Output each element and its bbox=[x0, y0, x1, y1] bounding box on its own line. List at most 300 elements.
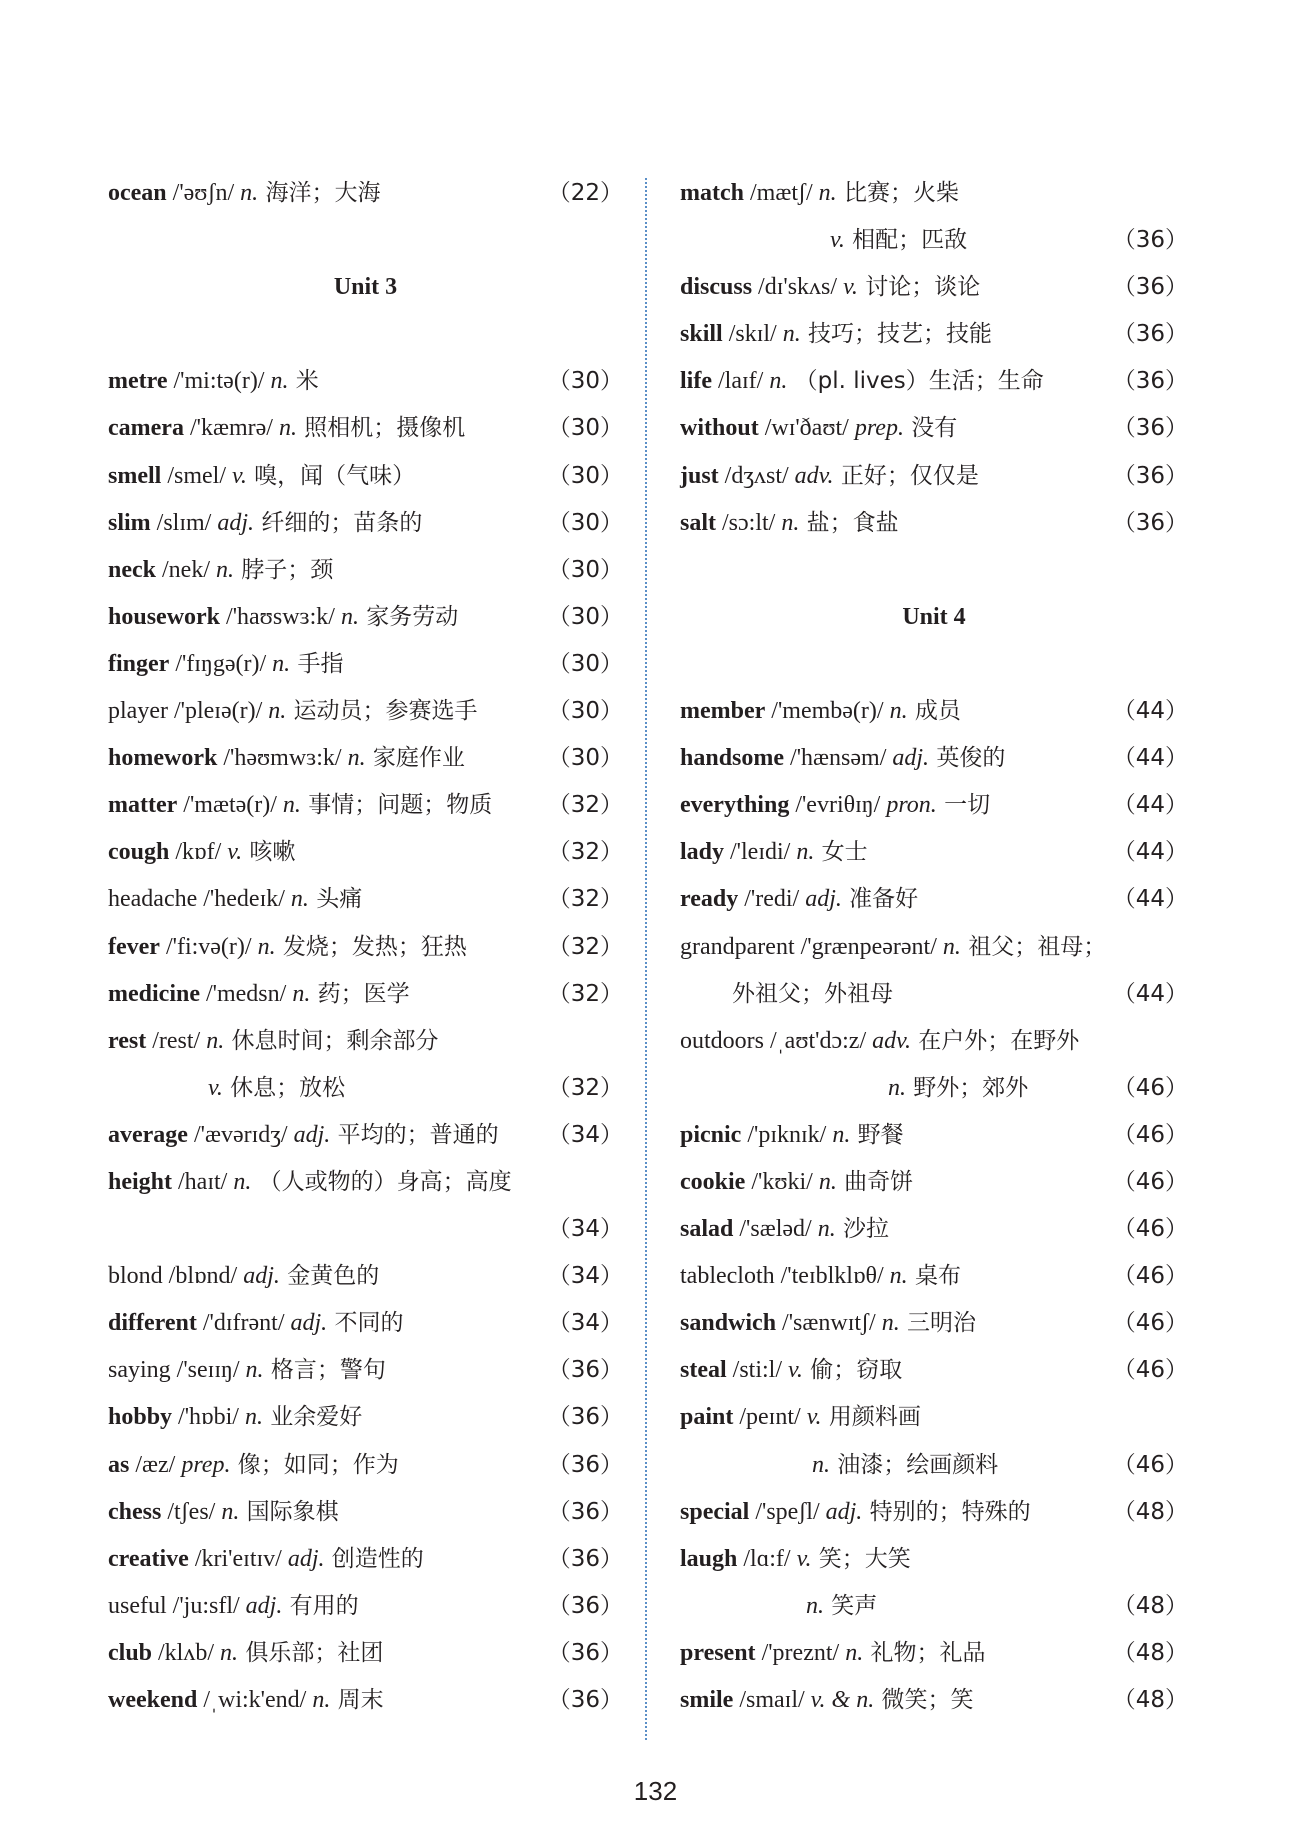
entry-phonetic: /'medsn/ bbox=[199, 980, 293, 1007]
entry-part-of-speech: adj. bbox=[825, 1498, 863, 1525]
sense-text bbox=[680, 1075, 1028, 1101]
entry-word: camera bbox=[108, 415, 184, 442]
entry-word: saying bbox=[108, 1357, 171, 1384]
entry-part-of-speech: v. bbox=[796, 1545, 812, 1572]
entry-page-ref: （44） bbox=[1112, 698, 1188, 725]
left-column bbox=[108, 170, 623, 1724]
vocab-sense-continuation bbox=[680, 1583, 1188, 1630]
vocab-entry bbox=[108, 500, 623, 547]
entry-meaning: 照相机；摄像机 bbox=[296, 415, 466, 442]
entry-part-of-speech: n. bbox=[888, 1074, 906, 1101]
entry-part-of-speech: n. bbox=[221, 1498, 240, 1525]
vocab-entry bbox=[680, 1300, 1188, 1347]
entry-part-of-speech: n. bbox=[818, 1168, 837, 1195]
entry-word: fever bbox=[108, 933, 160, 960]
entry-meaning: 运动员；参赛选手 bbox=[286, 698, 478, 725]
entry-word: average bbox=[108, 1121, 188, 1148]
vocab-entry bbox=[108, 1536, 623, 1583]
entry-part-of-speech: n. bbox=[292, 980, 311, 1007]
entry-phonetic: /'fi:və(r)/ bbox=[159, 933, 258, 960]
entry-meaning: 咳嗽 bbox=[242, 839, 296, 866]
entry-phonetic: /'preznt/ bbox=[755, 1639, 846, 1666]
vocab-sense-continuation bbox=[680, 217, 1188, 264]
entry-page-ref: （34） bbox=[547, 1121, 623, 1148]
entry-part-of-speech: n. bbox=[796, 839, 815, 866]
entry-part-of-speech: n. bbox=[817, 1216, 836, 1243]
entry-part-of-speech: adv. bbox=[872, 1027, 911, 1054]
entry-part-of-speech: adj. bbox=[290, 1310, 328, 1337]
entry-phonetic: /blɒnd/ bbox=[162, 1263, 244, 1290]
entry-meaning: 国际象棋 bbox=[239, 1498, 339, 1525]
entry-part-of-speech: adv. bbox=[794, 462, 834, 489]
entry-meaning: 米 bbox=[288, 368, 319, 395]
vocab-entry bbox=[108, 1018, 623, 1065]
entry-phonetic: /'ævərɪdʒ/ bbox=[187, 1121, 294, 1148]
entry-meaning: 休息；放松 bbox=[222, 1074, 346, 1101]
entry-page-ref: （30） bbox=[547, 462, 623, 489]
entry-part-of-speech: n. bbox=[881, 1310, 900, 1337]
entry-meaning: 三明治 bbox=[899, 1310, 977, 1337]
vocab-sense-continuation bbox=[680, 971, 1188, 1018]
entry-phonetic: /'grænpeərənt/ bbox=[794, 933, 943, 960]
vocab-sense-continuation bbox=[680, 1065, 1188, 1112]
entry-phonetic: /'həʊmwɜ:k/ bbox=[217, 745, 348, 772]
entry-part-of-speech: n. bbox=[290, 886, 309, 913]
vocab-entry bbox=[680, 1630, 1188, 1677]
entry-meaning: 平均的；普通的 bbox=[330, 1121, 499, 1148]
entry-part-of-speech: n. bbox=[278, 415, 297, 442]
entry-part-of-speech: v. bbox=[232, 462, 247, 489]
entry-meaning: 纤细的；苗条的 bbox=[254, 509, 423, 536]
vocab-entry bbox=[680, 782, 1188, 829]
entry-phonetic: /sɔ:lt/ bbox=[716, 509, 782, 536]
vocab-entry bbox=[108, 358, 623, 405]
entry-phonetic: /dʒʌst/ bbox=[718, 462, 795, 489]
entry-word: neck bbox=[108, 556, 156, 583]
entry-meaning: 比赛；火柴 bbox=[836, 180, 959, 206]
vocab-entry bbox=[680, 1536, 1188, 1583]
entry-page-ref: （32） bbox=[547, 839, 623, 866]
entry-phonetic: /'sæləd/ bbox=[733, 1216, 818, 1243]
entry-phonetic: /'leɪdi/ bbox=[724, 839, 797, 866]
entry-page-ref: （36） bbox=[547, 1451, 623, 1478]
entry-meaning: 药；医学 bbox=[310, 980, 410, 1007]
entry-meaning: 野餐 bbox=[850, 1121, 904, 1148]
entry-meaning: 用颜料画 bbox=[821, 1404, 921, 1431]
entry-part-of-speech: n. bbox=[812, 1451, 830, 1478]
entry-meaning: 在户外；在野外 bbox=[911, 1027, 1080, 1054]
entry-page-ref: （48） bbox=[1112, 1639, 1188, 1666]
entry-word: weekend bbox=[108, 1687, 198, 1713]
entry-part-of-speech: n. bbox=[845, 1639, 864, 1666]
entry-part-of-speech: n. bbox=[206, 1027, 225, 1054]
entry-meaning: （人或物的）身高；高度 bbox=[251, 1168, 512, 1195]
entry-meaning: 特别的；特殊的 bbox=[862, 1498, 1031, 1525]
entry-phonetic: /'dɪfrənt/ bbox=[196, 1310, 291, 1337]
entry-part-of-speech: adj. bbox=[892, 745, 930, 772]
entry-meaning: 正好；仅仅是 bbox=[833, 462, 979, 489]
entry-phonetic: /wɪ'ðaʊt/ bbox=[758, 415, 855, 442]
entry-phonetic: /'hedeɪk/ bbox=[197, 886, 291, 913]
entry-word: matter bbox=[108, 792, 178, 819]
entry-word: creative bbox=[108, 1545, 189, 1572]
spacer-row bbox=[108, 217, 623, 264]
entry-phonetic: /'ju:sfl/ bbox=[166, 1592, 246, 1619]
entry-phonetic: /'pleɪə(r)/ bbox=[167, 698, 269, 725]
entry-page-ref: （34） bbox=[547, 1263, 623, 1290]
entry-meaning: 技巧；技艺；技能 bbox=[800, 321, 993, 348]
entry-meaning: 油漆；绘画颜料 bbox=[830, 1451, 999, 1478]
entry-meaning: 曲奇饼 bbox=[836, 1168, 914, 1195]
entry-page-ref: （46） bbox=[1112, 1074, 1188, 1101]
entry-page-ref: （36） bbox=[547, 1639, 623, 1666]
entry-part-of-speech: adj. bbox=[293, 1121, 331, 1148]
vocab-entry bbox=[680, 735, 1188, 782]
entry-meaning: 周末 bbox=[330, 1687, 384, 1713]
entry-page-ref: （48） bbox=[1112, 1498, 1188, 1525]
vocab-entry bbox=[680, 829, 1188, 876]
entry-part-of-speech: v. bbox=[806, 1404, 822, 1431]
entry-phonetic: /'evriθɪŋ/ bbox=[789, 792, 887, 819]
entry-word: ocean bbox=[108, 180, 167, 206]
entry-meaning: 休息时间；剩余部分 bbox=[224, 1027, 439, 1054]
entry-part-of-speech: v. & n. bbox=[810, 1687, 875, 1713]
entry-word: different bbox=[108, 1310, 197, 1337]
entry-page-ref: （48） bbox=[1112, 1592, 1188, 1619]
entry-meaning: 讨论；谈论 bbox=[857, 274, 981, 301]
entry-phonetic: /lɑ:f/ bbox=[737, 1545, 797, 1572]
entry-word: outdoors bbox=[680, 1027, 764, 1054]
entry-meaning: 俱乐部；社团 bbox=[238, 1639, 384, 1666]
entry-phonetic: /kɒf/ bbox=[169, 839, 228, 866]
entry-meaning: 礼物；礼品 bbox=[863, 1639, 986, 1666]
entry-meaning: 脖子；颈 bbox=[234, 556, 334, 583]
vocab-entry bbox=[108, 1159, 623, 1206]
entry-phonetic: /'seɪɪŋ/ bbox=[170, 1357, 246, 1384]
vocab-sense-continuation bbox=[680, 1442, 1188, 1489]
entry-page-ref: （36） bbox=[547, 1592, 623, 1619]
entry-page-ref: （48） bbox=[1112, 1687, 1188, 1713]
entry-page-ref: （46） bbox=[1112, 1451, 1188, 1478]
entry-page-ref: （36） bbox=[547, 1687, 623, 1713]
vocab-entry bbox=[680, 924, 1188, 971]
entry-meaning: 桌布 bbox=[907, 1263, 961, 1290]
entry-meaning: 金黄色的 bbox=[279, 1263, 380, 1290]
entry-meaning: 家庭作业 bbox=[365, 745, 465, 772]
entry-phonetic: /'kʊki/ bbox=[745, 1168, 819, 1195]
vocab-entry bbox=[108, 1677, 623, 1724]
entry-meaning: 准备好 bbox=[841, 886, 919, 913]
vocab-entry bbox=[108, 1394, 623, 1441]
sense-text bbox=[680, 981, 893, 1007]
entry-part-of-speech: n. bbox=[818, 180, 837, 206]
entry-page-ref: （34） bbox=[547, 1216, 623, 1243]
entry-page-ref: （32） bbox=[547, 1074, 623, 1101]
entry-word: everything bbox=[680, 792, 790, 819]
entry-part-of-speech: n. bbox=[889, 698, 908, 725]
unit-heading: Unit 4 bbox=[902, 603, 966, 630]
vocab-entry bbox=[108, 876, 623, 923]
entry-word: metre bbox=[108, 368, 168, 395]
entry-phonetic: /sti:l/ bbox=[726, 1357, 789, 1384]
entry-meaning: 创造性的 bbox=[324, 1545, 424, 1572]
entry-page-ref: （36） bbox=[1112, 415, 1188, 442]
entry-page-ref: （46） bbox=[1112, 1263, 1188, 1290]
entry-word: headache bbox=[108, 886, 198, 913]
entry-page-ref: （36） bbox=[547, 1498, 623, 1525]
entry-word: lady bbox=[680, 839, 725, 866]
entry-part-of-speech: n. bbox=[216, 556, 234, 583]
entry-page-ref: （30） bbox=[547, 415, 623, 442]
vocab-entry bbox=[108, 782, 623, 829]
vocab-entry bbox=[680, 1018, 1188, 1065]
vocab-entry bbox=[108, 1442, 623, 1489]
entry-page-ref: （34） bbox=[547, 1310, 623, 1337]
entry-meaning: 笑声 bbox=[824, 1592, 878, 1619]
entry-meaning: 头痛 bbox=[308, 886, 363, 913]
entry-word: rest bbox=[108, 1027, 147, 1054]
entry-phonetic: /tʃes/ bbox=[161, 1498, 222, 1525]
entry-page-ref: （32） bbox=[547, 933, 623, 960]
entry-word: chess bbox=[108, 1498, 162, 1525]
entry-page-ref: （36） bbox=[547, 1404, 623, 1431]
vocab-entry bbox=[680, 1253, 1188, 1300]
vocab-entry bbox=[108, 170, 623, 217]
entry-phonetic: /smaɪl/ bbox=[733, 1687, 811, 1713]
entry-page-ref: （32） bbox=[547, 886, 623, 913]
entry-page-ref: （44） bbox=[1112, 839, 1188, 866]
entry-meaning: 英俊的 bbox=[929, 745, 1006, 772]
entry-word: sandwich bbox=[680, 1310, 777, 1337]
entry-page-ref: （44） bbox=[1112, 886, 1188, 913]
entry-phonetic: /'teɪblklɒθ/ bbox=[774, 1263, 890, 1290]
entry-word: as bbox=[108, 1451, 130, 1478]
entry-phonetic: /'hɒbi/ bbox=[172, 1404, 245, 1431]
entry-part-of-speech: v. bbox=[788, 1357, 803, 1384]
entry-meaning: 事情；问题；物质 bbox=[300, 792, 493, 819]
entry-word: just bbox=[680, 462, 719, 489]
entry-word: height bbox=[108, 1168, 173, 1195]
entry-part-of-speech: v. bbox=[227, 839, 243, 866]
unit-heading: Unit 3 bbox=[333, 274, 398, 301]
entry-phonetic: /slɪm/ bbox=[150, 509, 218, 536]
entry-phonetic: /'haʊswɜ:k/ bbox=[220, 603, 341, 630]
vocab-entry bbox=[108, 1630, 623, 1677]
entry-word: useful bbox=[108, 1592, 167, 1619]
entry-word: grandparent bbox=[680, 933, 795, 960]
entry-phonetic: /smel/ bbox=[161, 462, 232, 489]
spacer-row bbox=[108, 311, 623, 358]
entry-page-ref: （36） bbox=[1112, 462, 1188, 489]
entry-phonetic: /mætʃ/ bbox=[743, 180, 819, 206]
entry-meaning: 笑；大笑 bbox=[811, 1545, 911, 1572]
vocab-entry bbox=[108, 1347, 623, 1394]
vocab-entry bbox=[680, 1159, 1188, 1206]
vocab-entry bbox=[108, 1489, 623, 1536]
entry-meaning: 微笑；笑 bbox=[874, 1687, 974, 1713]
entry-word: medicine bbox=[108, 980, 200, 1007]
entry-meaning: 没有 bbox=[903, 415, 958, 442]
entry-part-of-speech: n. bbox=[268, 698, 287, 725]
entry-word: member bbox=[680, 698, 766, 725]
entry-part-of-speech: adj. bbox=[245, 1592, 283, 1619]
entry-page-ref: （36） bbox=[1112, 274, 1188, 301]
right-column bbox=[680, 170, 1188, 1724]
vocab-entry bbox=[680, 453, 1188, 500]
entry-part-of-speech: n. bbox=[272, 650, 291, 677]
sense-text bbox=[680, 1452, 998, 1478]
vocab-entry bbox=[108, 829, 623, 876]
entry-page-ref: （44） bbox=[1112, 792, 1188, 819]
column-divider bbox=[645, 178, 647, 1740]
entry-page-ref: （36） bbox=[1112, 368, 1188, 395]
entry-part-of-speech: v. bbox=[830, 227, 845, 254]
entry-phonetic: /ˌaʊt'dɔ:z/ bbox=[764, 1027, 873, 1054]
entry-phonetic: /peɪnt/ bbox=[733, 1404, 807, 1431]
entry-word: picnic bbox=[680, 1121, 742, 1148]
entry-part-of-speech: n. bbox=[282, 792, 301, 819]
entry-word: cough bbox=[108, 839, 170, 866]
entry-part-of-speech: n. bbox=[340, 603, 359, 630]
entry-part-of-speech: v. bbox=[208, 1074, 223, 1101]
vocab-entry bbox=[680, 1206, 1188, 1253]
entry-phonetic: /'kæmrə/ bbox=[183, 415, 279, 442]
entry-page-ref: （44） bbox=[1112, 745, 1188, 772]
entry-word: homework bbox=[108, 745, 218, 772]
entry-phonetic: /'hænsəm/ bbox=[784, 745, 893, 772]
entry-part-of-speech: n. bbox=[240, 180, 259, 206]
entry-part-of-speech: n. bbox=[769, 368, 788, 395]
vocab-entry bbox=[680, 1489, 1188, 1536]
vocab-entry bbox=[108, 971, 623, 1018]
entry-meaning: 一切 bbox=[936, 792, 991, 819]
entry-word: smell bbox=[108, 462, 162, 489]
entry-meaning: 格言；警句 bbox=[263, 1357, 386, 1384]
entry-meaning: 祖父；祖母； bbox=[960, 933, 1107, 960]
sense-text bbox=[680, 227, 967, 253]
entry-part-of-speech: n. bbox=[889, 1263, 908, 1290]
vocab-entry bbox=[108, 688, 623, 735]
entry-page-ref: （36） bbox=[1112, 321, 1188, 348]
entry-phonetic: /klʌb/ bbox=[152, 1639, 221, 1666]
sense-text bbox=[680, 1593, 877, 1619]
entry-meaning: 家务劳动 bbox=[358, 603, 459, 630]
entry-part-of-speech: n. bbox=[832, 1121, 851, 1148]
entry-word: salad bbox=[680, 1216, 734, 1243]
spacer-row bbox=[680, 641, 1188, 688]
entry-word: handsome bbox=[680, 745, 785, 772]
entry-phonetic: /dɪ'skʌs/ bbox=[752, 274, 844, 301]
entry-page-ref: （30） bbox=[547, 603, 623, 630]
entry-phonetic: /'redi/ bbox=[738, 886, 806, 913]
vocab-entry bbox=[680, 1347, 1188, 1394]
entry-phonetic: /'speʃl/ bbox=[749, 1498, 826, 1525]
entry-page-ref: （32） bbox=[547, 980, 623, 1007]
entry-meaning: 手指 bbox=[290, 650, 344, 677]
entry-part-of-speech: n. bbox=[257, 933, 276, 960]
entry-word: finger bbox=[108, 650, 170, 677]
entry-page-ref: （36） bbox=[1112, 509, 1188, 536]
entry-part-of-speech: n. bbox=[233, 1168, 252, 1195]
entry-page-ref: （36） bbox=[547, 1545, 623, 1572]
vocab-entry bbox=[680, 405, 1188, 452]
entry-meaning: 相配；匹敌 bbox=[844, 227, 968, 254]
vocab-entry bbox=[108, 924, 623, 971]
entry-part-of-speech: n. bbox=[781, 509, 800, 536]
entry-page-ref: （46） bbox=[1112, 1216, 1188, 1243]
entry-part-of-speech: n. bbox=[347, 745, 366, 772]
entry-meaning: （pl. lives）生活；生命 bbox=[787, 368, 1044, 395]
entry-word: club bbox=[108, 1639, 153, 1666]
entry-part-of-speech: n. bbox=[245, 1357, 264, 1384]
entry-phonetic: /kri'eɪtɪv/ bbox=[188, 1545, 288, 1572]
vocab-entry bbox=[680, 876, 1188, 923]
entry-phonetic: /'əʊʃn/ bbox=[166, 180, 241, 206]
entry-part-of-speech: n. bbox=[806, 1592, 824, 1619]
entry-word: smile bbox=[680, 1687, 734, 1713]
entry-page-ref: （36） bbox=[1112, 227, 1188, 254]
entry-word: discuss bbox=[680, 274, 753, 301]
entry-phonetic: /ˌwi:k'end/ bbox=[197, 1687, 313, 1713]
vocab-entry bbox=[108, 453, 623, 500]
vocab-entry bbox=[680, 264, 1188, 311]
vocab-entry bbox=[680, 500, 1188, 547]
entry-phonetic: /'mi:tə(r)/ bbox=[167, 368, 271, 395]
vocab-entry bbox=[108, 594, 623, 641]
vocab-entry bbox=[680, 1677, 1188, 1724]
entry-page-ref: （30） bbox=[547, 650, 623, 677]
vocab-entry bbox=[108, 1112, 623, 1159]
entry-part-of-speech: adj. bbox=[287, 1545, 325, 1572]
entry-meaning: 成员 bbox=[907, 698, 961, 725]
entry-word: life bbox=[680, 368, 712, 395]
vocab-sense-continuation bbox=[108, 1206, 623, 1253]
entry-meaning: 海洋；大海 bbox=[258, 180, 381, 206]
entry-part-of-speech: pron. bbox=[886, 792, 937, 819]
entry-page-ref: （30） bbox=[547, 745, 623, 772]
entry-word: special bbox=[680, 1498, 750, 1525]
entry-phonetic: /rest/ bbox=[146, 1027, 207, 1054]
entry-page-ref: （30） bbox=[547, 368, 623, 395]
entry-part-of-speech: n. bbox=[312, 1687, 331, 1713]
entry-word: blond bbox=[108, 1263, 163, 1290]
entry-meaning: 外祖父；外祖母 bbox=[732, 980, 893, 1007]
entry-meaning: 沙拉 bbox=[835, 1216, 889, 1243]
entry-part-of-speech: n. bbox=[270, 368, 289, 395]
vocab-entry bbox=[108, 1253, 623, 1300]
vocab-entry bbox=[680, 1394, 1188, 1441]
sense-text bbox=[108, 1075, 345, 1101]
vocab-entry bbox=[108, 547, 623, 594]
entry-part-of-speech: prep. bbox=[854, 415, 904, 442]
entry-phonetic: /laɪf/ bbox=[711, 368, 770, 395]
page-number: 132 bbox=[633, 1776, 678, 1806]
entry-part-of-speech: n. bbox=[782, 321, 801, 348]
entry-part-of-speech: n. bbox=[220, 1639, 239, 1666]
vocab-entry bbox=[680, 311, 1188, 358]
entry-phonetic: /skɪl/ bbox=[722, 321, 783, 348]
entry-word: present bbox=[680, 1639, 756, 1666]
entry-word: player bbox=[108, 698, 168, 725]
vocab-entry bbox=[108, 735, 623, 782]
entry-word: slim bbox=[108, 509, 151, 536]
entry-word: tablecloth bbox=[680, 1263, 775, 1290]
entry-meaning: 发烧；发热；狂热 bbox=[275, 933, 467, 960]
entry-part-of-speech: prep. bbox=[181, 1451, 231, 1478]
entry-page-ref: （30） bbox=[547, 509, 623, 536]
entry-page-ref: （46） bbox=[1112, 1310, 1188, 1337]
vocab-entry bbox=[680, 1112, 1188, 1159]
